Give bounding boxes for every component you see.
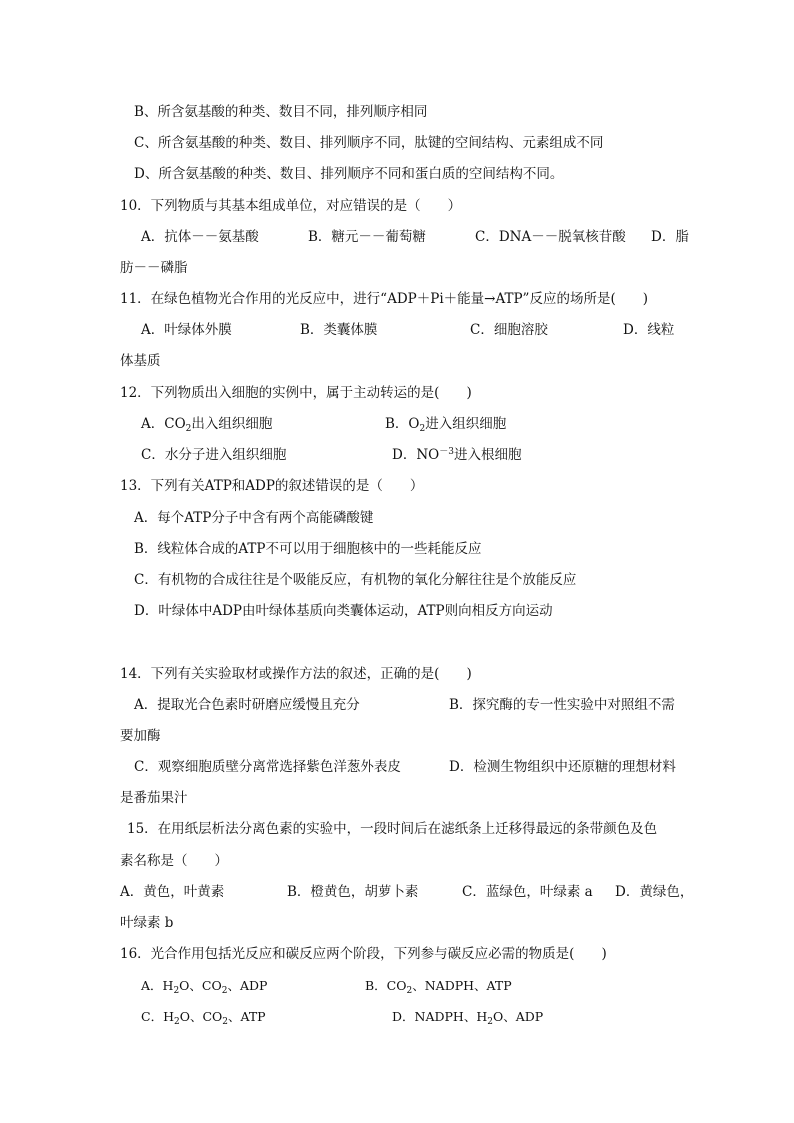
q11-stem: 11．在绿色植物光合作用的光反应中，进行“ADP＋Pi＋能量→ATP”反应的场所是( ) [120, 291, 648, 307]
q15-stem-cont: 素名称是（ ） [120, 853, 228, 869]
q11-option-c: C．细胞溶胶 [470, 322, 548, 338]
q16-option-a [141, 977, 267, 995]
q15-option-b: B．橙黄色，胡萝卜素 [287, 884, 419, 900]
q16-c-2: 2 [173, 1017, 180, 1027]
q16-d-2: 2 [487, 1017, 493, 1027]
q16-c-4: 2 [222, 1017, 228, 1027]
q9-option-c: C、所含氨基酸的种类、数目、排列顺序不同，肽键的空间结构、元素组成不同 [134, 135, 604, 151]
q14-option-b: B．探究酶的专一性实验中对照组不需 [449, 697, 675, 713]
q12-option-c: C．水分子进入组织细胞 [141, 447, 287, 463]
q16-option-c [141, 1008, 266, 1026]
q13-option-a: A．每个ATP分子中含有两个高能磷酸键 [134, 510, 374, 526]
q16-c-3: O、CO [179, 1009, 223, 1024]
q12-option-a [141, 415, 272, 433]
q11-option-a: A．叶绿体外膜 [141, 322, 232, 338]
q12-option-b [385, 415, 506, 433]
q15-option-d: D．黄绿色， [615, 884, 694, 900]
q16-a-2: 2 [173, 986, 180, 996]
q15-option-c: C．蓝绿色，叶绿素 a [462, 884, 593, 900]
q9-option-b: B、所含氨基酸的种类、数目不同，排列顺序相同 [134, 104, 428, 120]
q16-b-3: 、NADPH、ATP [412, 978, 512, 993]
q15-option-d-cont: 叶绿素 b [120, 915, 174, 931]
q12-stem: 12．下列物质出入细胞的实例中，属于主动转运的是( ) [120, 385, 472, 401]
q12-option-b-post: 进入组织细胞 [425, 416, 507, 432]
q10-option-d: D．脂 [651, 229, 689, 245]
q11-option-b: B．类囊体膜 [300, 322, 378, 338]
q13-stem: 13．下列有关ATP和ADP的叙述错误的是（ ） [120, 478, 424, 494]
q16-a-3: O、CO [179, 978, 222, 993]
q16-d-1: D．NADPH、H [392, 1009, 488, 1024]
q14-option-c: C．观察细胞质壁分离常选择紫色洋葱外表皮 [134, 759, 401, 775]
q12-option-b-sub: 2 [419, 424, 426, 434]
q14-option-a: A．提取光合色素时研磨应缓慢且充分 [134, 697, 360, 713]
q16-a-1: A．H [141, 978, 174, 993]
q13-option-b: B．线粒体合成的ATP不可以用于细胞核中的一些耗能反应 [134, 541, 482, 557]
q14-option-d: D．检测生物组织中还原糖的理想材料 [449, 759, 676, 775]
q16-option-d [392, 1008, 543, 1026]
q16-c-5: 、ATP [228, 1009, 266, 1024]
q16-b-2: 2 [406, 986, 413, 996]
q13-option-d: D．叶绿体中ADP由叶绿体基质向类囊体运动，ATP则向相反方向运动 [134, 603, 553, 619]
q16-a-5: 、ADP [227, 978, 268, 993]
q16-option-b [365, 977, 512, 995]
q16-c-1: C．H [141, 1009, 174, 1024]
q12-option-a-post: 出入组织细胞 [191, 416, 273, 432]
q12-option-d-pre: D．NO [392, 447, 440, 463]
q11-option-d-cont: 体基质 [120, 353, 161, 369]
q12-option-a-sub: 2 [185, 424, 192, 434]
q10-option-c: C．DNA－－脱氧核苷酸 [475, 229, 626, 245]
q9-option-d: D、所含氨基酸的种类、数目、排列顺序不同和蛋白质的空间结构不同。 [134, 166, 564, 182]
q16-stem: 16．光合作用包括光反应和碳反应两个阶段，下列参与碳反应必需的物质是( ) [120, 946, 607, 962]
q14-option-d-cont: 是番茄果汁 [120, 790, 188, 806]
q12-option-d-post: 进入根细胞 [453, 447, 522, 463]
q10-option-a: A．抗体－－氨基酸 [141, 229, 259, 245]
q15-option-a: A．黄色，叶黄素 [120, 884, 225, 900]
q12-option-b-pre: B．O [385, 416, 420, 432]
q14-stem: 14．下列有关实验取材或操作方法的叙述，正确的是( ) [120, 666, 472, 682]
q10-option-b: B．糖元－－葡萄糖 [308, 229, 426, 245]
q15-stem: 15．在用纸层析法分离色素的实验中，一段时间后在滤纸条上迁移得最远的条带颜色及色 [127, 821, 658, 837]
q10-stem: 10．下列物质与其基本组成单位，对应错误的是（ ） [120, 198, 462, 214]
q12-option-d [392, 446, 521, 464]
q10-option-d-cont: 肪－－磷脂 [120, 260, 188, 276]
q11-option-d: D．线粒 [623, 322, 675, 338]
q13-option-c: C．有机物的合成往往是个吸能反应，有机物的氧化分解往往是个放能反应 [134, 572, 577, 588]
q16-a-4: 2 [221, 986, 228, 996]
q12-option-d-sup: －3 [439, 447, 454, 457]
q12-option-a-pre: A．CO [141, 416, 186, 432]
q14-option-b-cont: 要加酶 [120, 728, 161, 744]
q16-d-3: O、ADP [492, 1009, 544, 1024]
q16-b-1: B．CO [365, 978, 407, 993]
